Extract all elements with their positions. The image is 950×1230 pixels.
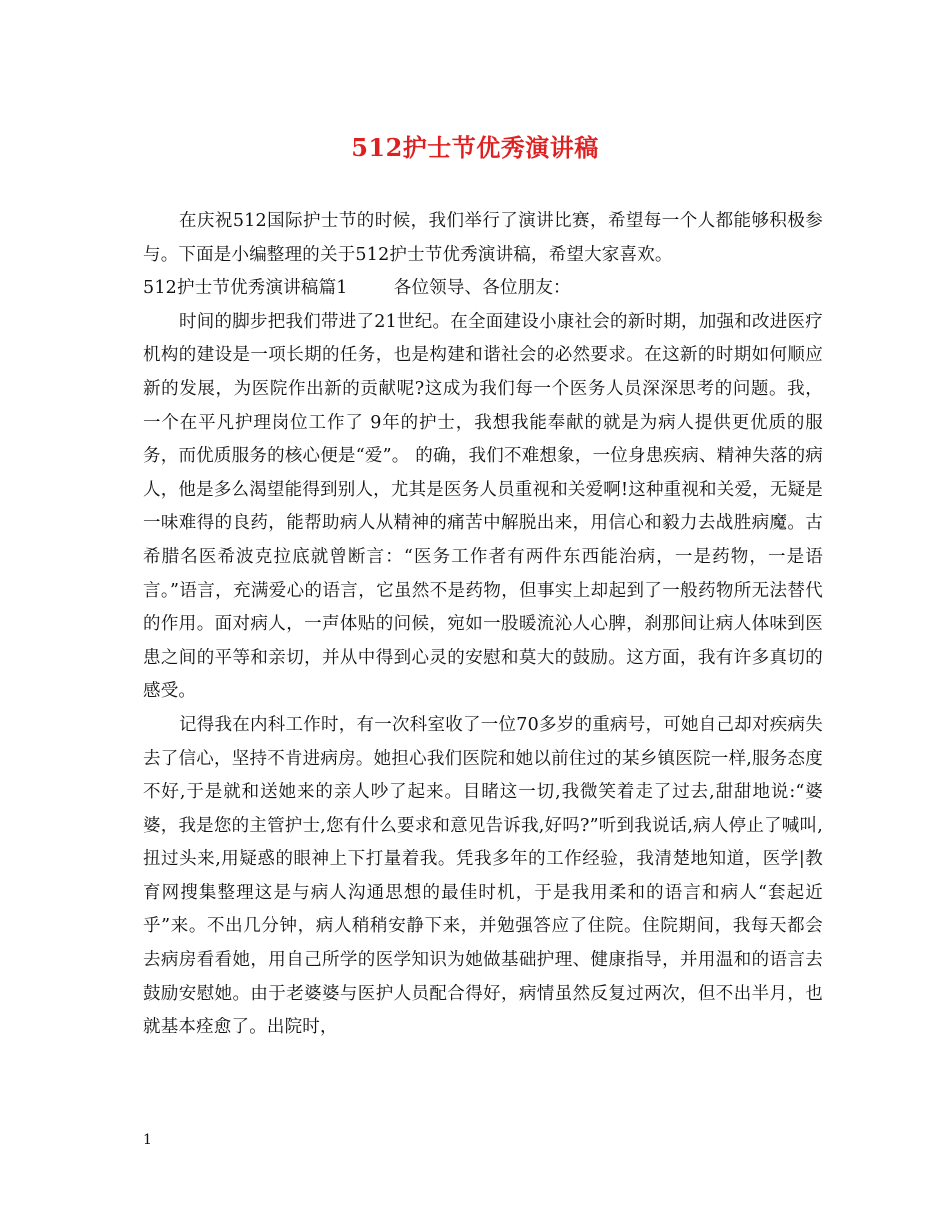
document-body xyxy=(143,205,823,1045)
intro-paragraph: 在庆祝512国际护士节的时候，我们举行了演讲比赛，希望每一个人都能够积极参与。下面是小编整理的关于512护士节优秀演讲稿，希望大家喜欢。 xyxy=(143,211,823,265)
section-heading: 512护士节优秀演讲稿篇1 xyxy=(143,278,348,299)
greeting: 各位领导、各位朋友： xyxy=(393,278,571,299)
body-paragraph-1: 时间的脚步把我们带进了21世纪。在全面建设小康社会的新时期，加强和改进医疗机构的建设是一项长期的任务，也是构建和谐社会的必然要求。在这新的时期如何顺应新的发展，为医院作出新的贡献呢?这成为我们每一个医务人员深深思考的问题。我，一个在平凡护理岗位工作了 9年的护士，我想我能奉献的就是为病人提供更优质的服务，而优质服务的核心便是“爱”。 的确，我们不难想象，一位身患疾病、精神失落的病人，他是多么渴望能得到别人，尤其是医务人员重视和关爱啊!这种重视和关爱，无疑是一味难得的良药，能帮助病人从精神的痛苦中解脱出来，用信心和毅力去战胜病魔。古希腊名医希波克拉底就曾断言：“医务工作者有两件东西能治病，一是药物，一是语言。”语言，充满爱心的语言，它虽然不是药物，但事实上却起到了一般药物所无法替代的作用。面对病人，一声体贴的问候，宛如一股暖流沁人心脾，刹那间让病人体味到医患之间的平等和亲切，并从中得到心灵的安慰和莫大的鼓励。这方面，我有许多真切的感受。 xyxy=(143,311,823,702)
body-paragraph-2: 记得我在内科工作时，有一次科室收了一位70多岁的重病号，可她自己却对疾病失去了信心，坚持不肯进病房。她担心我们医院和她以前住过的某乡镇医院一样,服务态度不好,于是就和送她来的亲人吵了起来。目睹这一切,我微笑着走了过去,甜甜地说:“婆婆，我是您的主管护士,您有什么要求和意见告诉我,好吗?”听到我说话,病人停止了喊叫,扭过头来,用疑惑的眼神上下打量着我。凭我多年的工作经验，我清楚地知道，医学|教育网搜集整理这是与病人沟通思想的最佳时机，于是我用柔和的语言和病人“套起近乎”来。不出几分钟，病人稍稍安静下来，并勉强答应了住院。住院期间，我每天都会去病房看看她，用自己所学的医学知识为她做基础护理、健康指导，并用温和的语言去鼓励安慰她。由于老婆婆与医护人员配合得好，病情虽然反复过两次，但不出半月，也就基本痊愈了。出院时， xyxy=(143,714,823,1038)
section-heading-line xyxy=(143,272,823,306)
document-title: 512护士节优秀演讲稿 xyxy=(351,133,599,162)
page-number: 1 xyxy=(143,1132,152,1148)
